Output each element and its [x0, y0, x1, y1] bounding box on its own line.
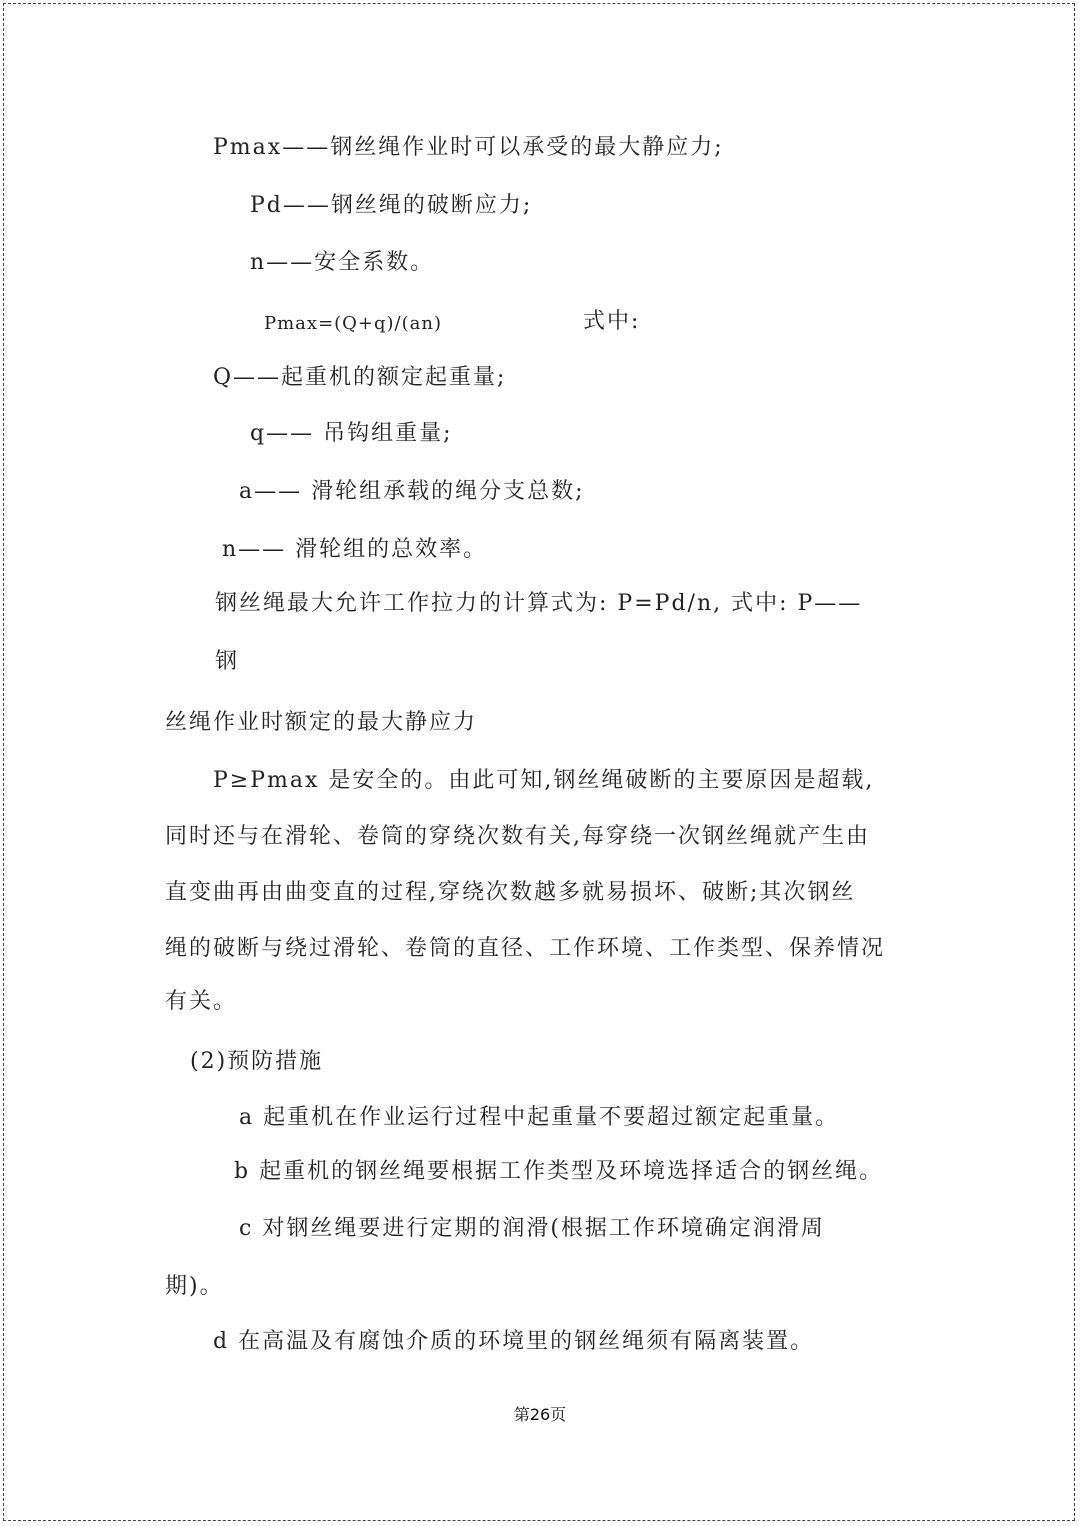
list-item: b 起重机的钢丝绳要根据工作类型及环境选择适合的钢丝绳。	[234, 1159, 884, 1184]
text-line: 钢丝绳最大允许工作拉力的计算式为: P=Pd/n, 式中: P——	[215, 591, 863, 616]
text-line: 式中:	[583, 309, 641, 334]
text-line: n—— 滑轮组的总效率。	[222, 537, 488, 562]
list-item: a 起重机在作业运行过程中起重量不要超过额定起重量。	[239, 1105, 840, 1130]
text-line: 丝绳作业时额定的最大静应力	[165, 710, 478, 735]
text-line: Pmax——钢丝绳作业时可以承受的最大静应力;	[213, 135, 724, 160]
text-line: n——安全系数。	[250, 250, 435, 275]
text-line: a—— 滑轮组承载的绳分支总数;	[239, 479, 585, 504]
section-heading: (2)预防措施	[190, 1049, 324, 1074]
page-number: 第26页	[513, 1405, 567, 1424]
list-item: c 对钢丝绳要进行定期的润滑(根据工作环境确定润滑周	[239, 1216, 825, 1241]
text-line: P≥Pmax 是安全的。由此可知,钢丝绳破断的主要原因是超载,	[213, 768, 875, 793]
document-page	[3, 3, 1075, 1521]
text-line: Pd——钢丝绳的破断应力;	[250, 193, 533, 218]
text-line: 绳的破断与绕过滑轮、卷筒的直径、工作环境、工作类型、保养情况	[165, 936, 886, 961]
text-line: 钢	[215, 649, 240, 674]
text-line: 期)。	[165, 1274, 224, 1299]
text-line: q—— 吊钩组重量;	[250, 421, 453, 446]
text-line: 直变曲再由曲变直的过程,穿绕次数越多就易损坏、破断;其次钢丝	[165, 880, 856, 905]
text-line: 同时还与在滑轮、卷筒的穿绕次数有关,每穿绕一次钢丝绳就产生由	[165, 824, 870, 849]
list-item: d 在高温及有腐蚀介质的环境里的钢丝绳须有隔离装置。	[213, 1329, 815, 1354]
text-line: 有关。	[165, 989, 238, 1014]
text-line: Q——起重机的额定起重量;	[213, 365, 507, 390]
formula-line: Pmax=(Q+q)/(an)	[264, 313, 442, 334]
